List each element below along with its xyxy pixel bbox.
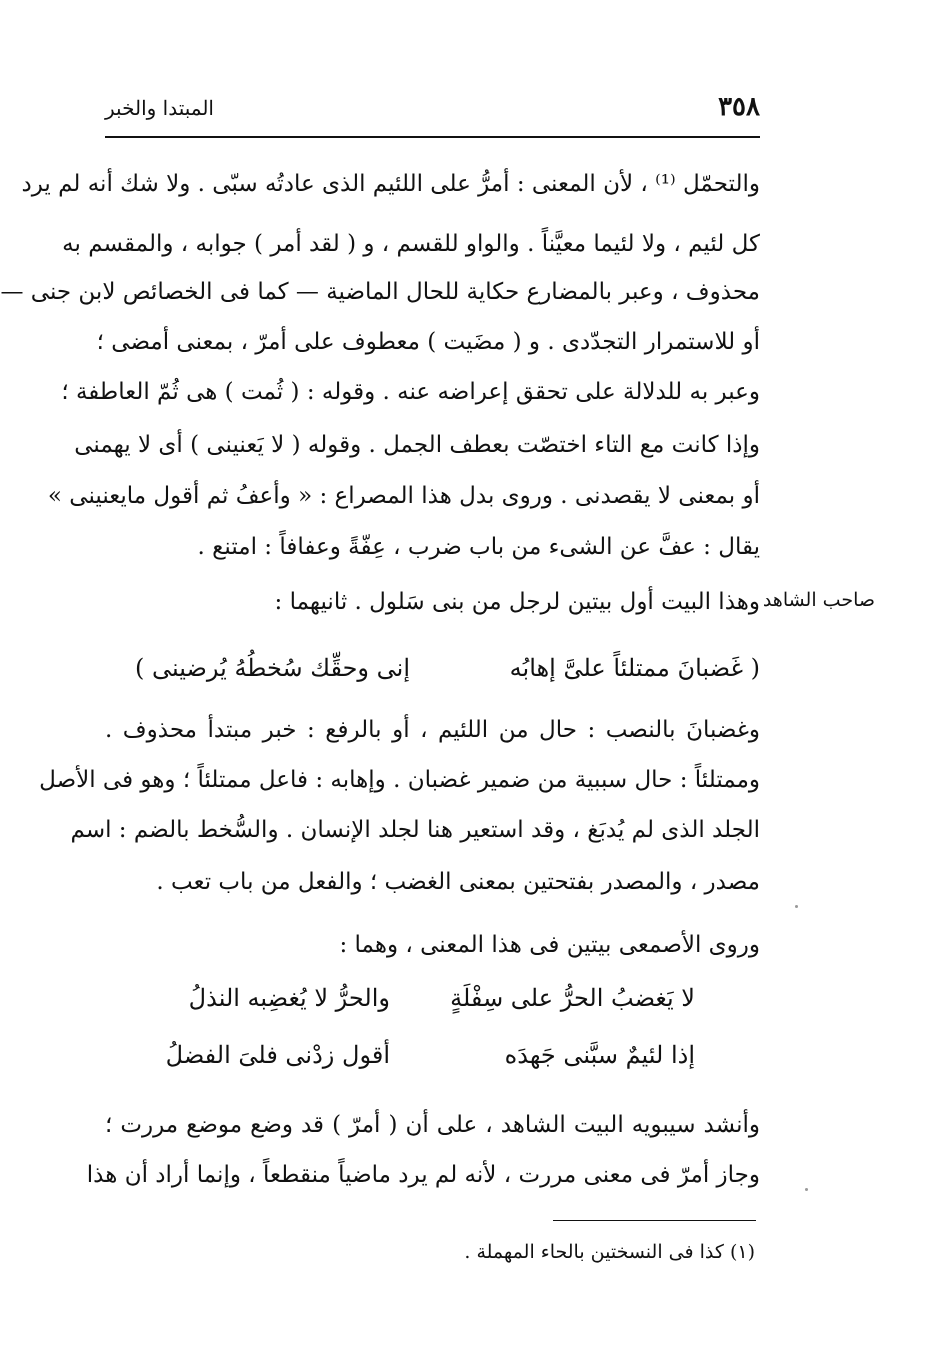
body-line: مصدر ، والمصدر بفتحتين بمعنى الغضب ؛ والفعل من باب تعب . [156,869,760,895]
scan-speck [805,1188,808,1191]
body-line: وجاز أمرّ فى معنى مررت ، لأنه لم يرد ماضياً منقطعاً ، وإنما أراد أن هذا [86,1162,760,1188]
body-line: أو بمعنى لا يقصدنى . وروى بدل هذا المصراع : « وأعفُ ثم أقول مايعنينى » [47,483,760,509]
footnote: (١) كذا فى النسختين بالحاء المهملة . [464,1241,755,1263]
body-line: محذوف ، وعبر بالمضارع حكاية للحال الماضية — كما فى الخصائص لابن جنى — [0,279,760,305]
verse-hemistich: إذا لئيمٌ سبَّنى جَهدَه [504,1041,695,1069]
scan-speck [795,905,798,908]
body-line: الجلد الذى لم يُدبَغ ، وقد استعير هنا لجلد الإنسان . والسُّخط بالضم : اسم [70,817,760,843]
running-title: المبتدا والخبر [105,96,214,120]
body-line: وغضبانَ بالنصب : حال من اللئيم ، أو بالرفع : خبر مبتدأ محذوف . [105,717,760,743]
header-rule [105,136,760,138]
body-line: وممتلئاً : حال سببية من ضمير غضبان . وإهابه : فاعل ممتلئاً ؛ وهو فى الأصل [39,767,760,793]
verse-hemistich: لا يَغضبُ الحرُّ على سِفْلَةٍ [450,984,695,1012]
body-line: كل لئيم ، ولا لئيما معيَّناً . والواو للقسم ، و ( لقد أمر ) جوابه ، والمقسم به [62,231,760,257]
body-line: وإذا كانت مع التاء اختصّت بعطف الجمل . وقوله ( لا يَعنينى ) أى لا يهمنى [74,432,760,458]
margin-note: صاحب الشاهد [762,589,875,611]
body-line: وأنشد سيبويه البيت الشاهد ، على أن ( أمرّ ) قد وضع موضع مررت ؛ [105,1112,760,1138]
body-line: والتحمّل ⁽¹⁾ ، لأن المعنى : أمرُّ على اللئيم الذى عادتُه سبّى . ولا شك أنه لم يرد [21,171,760,197]
asmai-line: وروى الأصمعى بيتين فى هذا المعنى ، وهما : [339,932,760,958]
page-number: ٣٥٨ [718,92,760,122]
verse-hemistich: ( غَضبانَ ممتلئاً علىَّ إهابُه [509,654,760,682]
body-line: أو للاستمرار التجدّدى . و ( مضَيت ) معطوف على أمرّ ، بمعنى أمضى ؛ [96,329,760,355]
body-line: وعبر به للدلالة على تحقق إعراضه عنه . وقوله : ( ثُمت ) هى ثُمّ العاطفة ؛ [61,379,760,405]
footnote-rule [553,1220,756,1221]
body-line: يقال : عفَّ عن الشىء من باب ضرب ، عِفّةً وعفافاً : امتنع . [197,534,760,560]
verse-hemistich: إنى وحقِّك سُخطُهُ يُرضينى ) [135,654,410,682]
verse-hemistich: أقول زدْنى فلىَ الفضلُ [165,1041,390,1069]
verse-hemistich: والحرُّ لا يُغضِبه النذلُ [188,984,390,1012]
page-header [105,86,760,126]
poet-line: وهذا البيت أول بيتين لرجل من بنى سَلول . ثانيهما : [274,589,760,615]
